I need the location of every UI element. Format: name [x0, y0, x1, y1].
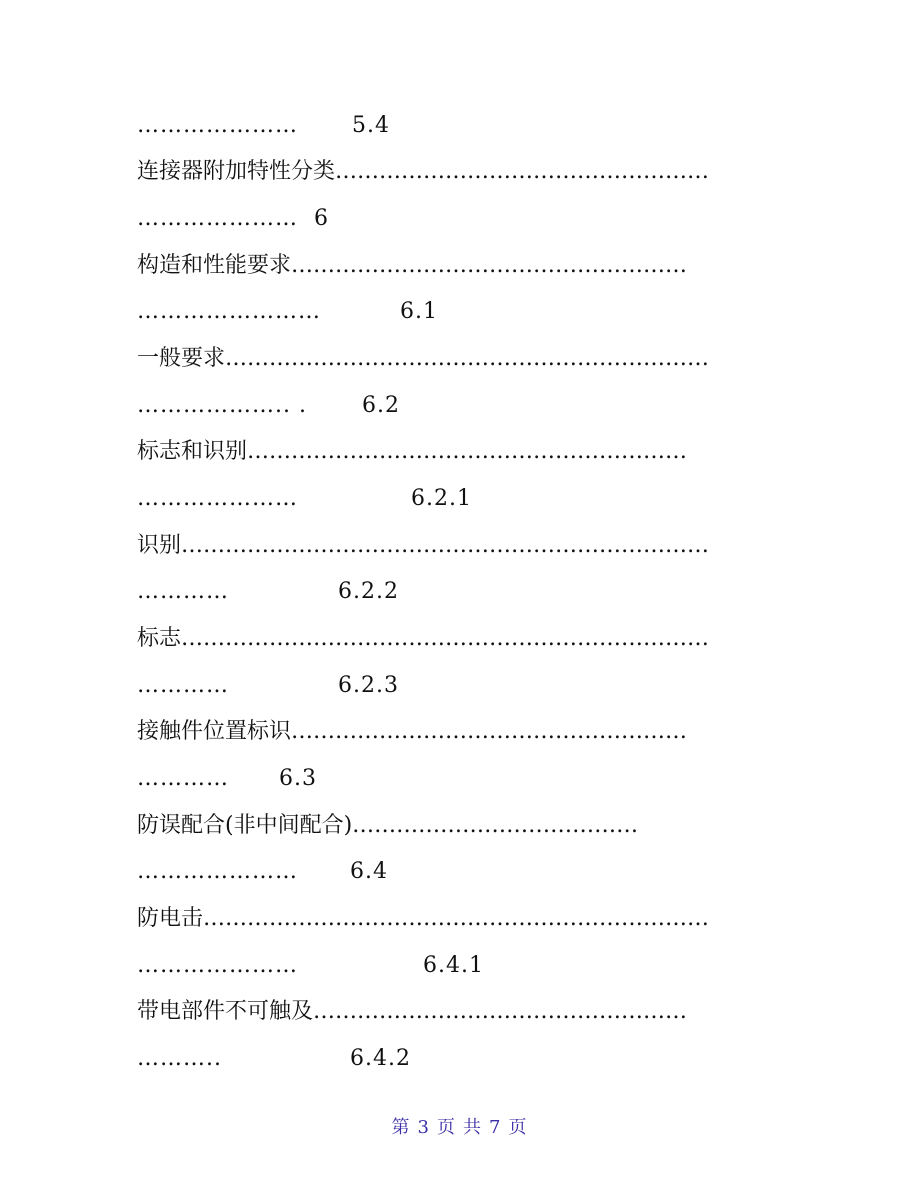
footer-prefix: 第 [391, 1117, 412, 1138]
toc-leader-row [137, 298, 438, 326]
section-number: 6.2.2 [338, 579, 399, 604]
toc-title-row [137, 718, 687, 746]
toc-leader-row [137, 765, 317, 793]
toc-leader-row [137, 112, 390, 140]
toc-title-row [137, 158, 709, 186]
section-number: 6.4.1 [423, 953, 484, 978]
leader-dots: ………………… [137, 206, 298, 231]
toc-leader-row [137, 672, 399, 700]
section-number: 5.4 [352, 113, 390, 138]
toc-leader-row [137, 858, 388, 886]
leader-dots: ………………… [137, 486, 298, 511]
section-number: 6 [314, 206, 329, 231]
section-title: 接触件位置标识……………………………………………… [137, 719, 688, 744]
page-footer [0, 1113, 920, 1139]
toc-title-row [137, 812, 638, 840]
section-title: 标志和识别…………………………………………………… [137, 439, 688, 464]
section-number: 6.2.3 [338, 673, 399, 698]
leader-dots: ……….. [137, 1046, 222, 1071]
section-number: 6.4 [350, 859, 388, 884]
toc-leader-row [137, 392, 400, 420]
section-number: 6.2.1 [411, 486, 472, 511]
leader-dots: ………………… [137, 113, 298, 138]
leader-dots: ………… [137, 579, 229, 604]
toc-title-row [137, 905, 709, 933]
toc-leader-row [137, 205, 329, 233]
toc-leader-row [137, 485, 472, 513]
section-title: 连接器附加特性分类…………………………………………… [137, 159, 710, 184]
section-title: 一般要求………………………………………………………… [137, 346, 710, 371]
toc-title-row [137, 438, 687, 466]
section-number: 6.2 [362, 393, 400, 418]
toc-leader-row [137, 952, 484, 980]
section-title: 防电击…………………………………………………………… [137, 906, 710, 931]
footer-suffix: 页 [508, 1117, 529, 1138]
section-number: 6.3 [279, 766, 317, 791]
section-title: 防误配合(非中间配合)………………………………… [137, 813, 639, 838]
toc-leader-row [137, 578, 399, 606]
leader-dots: ………………… [137, 859, 298, 884]
footer-page-word: 页 [437, 1117, 457, 1138]
toc-title-row [137, 625, 709, 653]
toc-title-row [137, 532, 709, 560]
current-page-number: 3 [417, 1117, 431, 1138]
section-title: 带电部件不可触及…………………………………………… [137, 999, 688, 1024]
section-title: 标志……………………………………………………………… [137, 626, 710, 651]
leader-dots: …………………… [137, 299, 321, 324]
leader-dots: ………… [137, 766, 229, 791]
toc-title-row [137, 998, 687, 1026]
section-number: 6.4.2 [350, 1046, 411, 1071]
leader-dots: ………………… [137, 953, 298, 978]
footer-total-word: 共 [463, 1117, 483, 1138]
toc-title-row [137, 345, 709, 373]
section-title: 构造和性能要求……………………………………………… [137, 253, 688, 278]
section-number: 6.1 [400, 299, 438, 324]
toc-leader-row [137, 1045, 411, 1073]
leader-dots: ………… [137, 673, 229, 698]
toc-title-row [137, 252, 687, 280]
total-pages-number: 7 [489, 1117, 503, 1138]
leader-dots: ……………….. . [137, 393, 307, 418]
section-title: 识别……………………………………………………………… [137, 533, 710, 558]
